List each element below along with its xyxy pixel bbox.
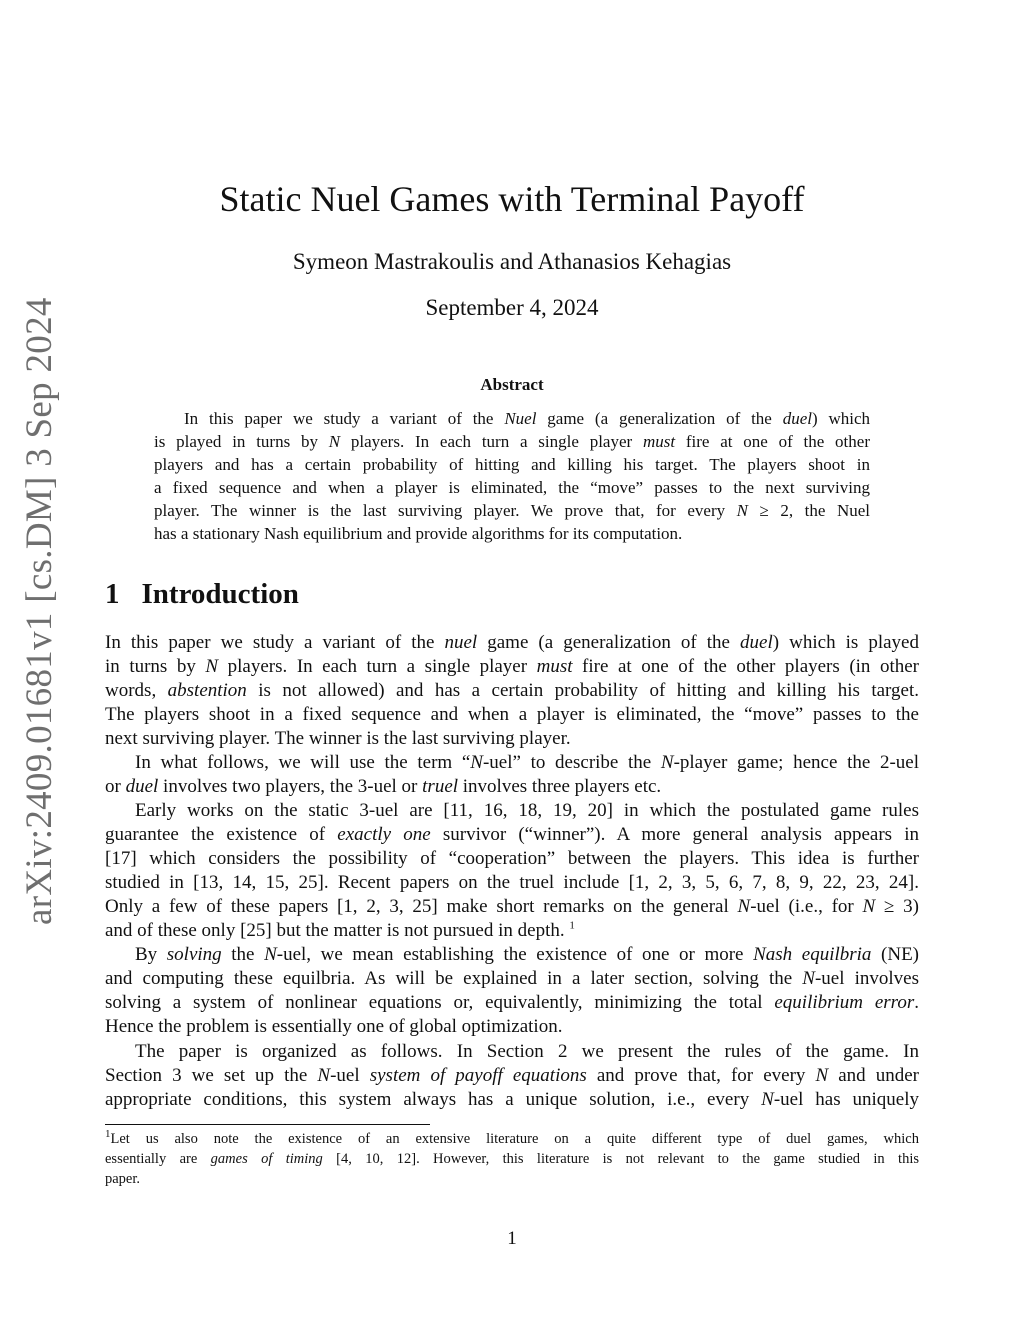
body-line bbox=[105, 823, 919, 847]
text-run: duel bbox=[740, 632, 773, 653]
text-run: [4, 10, 12]. However, this literature is not relevant to the game studied in this bbox=[322, 1151, 919, 1167]
body-line bbox=[105, 799, 919, 823]
text-run: has a stationary Nash equilibrium and provide algorithms for its computation. bbox=[154, 524, 683, 543]
text-run: . bbox=[914, 992, 919, 1013]
text-run: next surviving player. The winner is the last surviving player. bbox=[105, 728, 571, 749]
text-run: Hence the problem is essentially one of global optimization. bbox=[105, 1016, 563, 1037]
text-run: in turns by bbox=[105, 656, 206, 677]
text-run: N bbox=[264, 944, 277, 965]
abstract-line bbox=[154, 453, 870, 476]
text-run: The paper is organized as follows. In Section 2 we present the rules of the game. In bbox=[135, 1041, 919, 1062]
body-line bbox=[105, 1064, 919, 1088]
text-run: Nash equilbria bbox=[753, 944, 872, 965]
text-run: N bbox=[660, 752, 674, 773]
text-run: N bbox=[815, 1065, 829, 1086]
text-run: The players shoot in a fixed sequence and when a player is eliminated, the “move” passes to the bbox=[105, 704, 919, 725]
arxiv-identifier: arXiv:2409.01681v1 [cs.DM] 3 Sep 2024 bbox=[19, 297, 60, 925]
text-run: (NE) bbox=[871, 944, 919, 965]
body-line bbox=[105, 727, 919, 751]
text-run: N bbox=[328, 432, 341, 451]
body-line bbox=[105, 1088, 919, 1112]
text-run: duel bbox=[782, 409, 812, 428]
text-run: must bbox=[536, 656, 573, 677]
text-run: or bbox=[105, 776, 126, 797]
text-run: -player game; hence the 2-uel bbox=[673, 752, 919, 773]
text-run: essentially are bbox=[105, 1151, 211, 1167]
text-run: solving a system of nonlinear equations or, equivalently, minimizing the total bbox=[105, 992, 775, 1013]
text-run: Let us also note the existence of an extensive literature on a quite different type of duel games, which bbox=[110, 1131, 919, 1147]
text-run: abstention bbox=[167, 680, 247, 701]
text-run: N bbox=[737, 896, 751, 917]
text-run: is not allowed) and has a certain probability of hitting and killing his target. bbox=[246, 680, 919, 701]
text-run: In this paper we study a variant of the bbox=[184, 409, 505, 428]
text-run: N bbox=[802, 968, 815, 989]
text-run: Early works on the static 3-uel are [11, 16, 18, 19, 20] in which the postulated game rules bbox=[135, 800, 919, 821]
text-run: guarantee the existence of bbox=[105, 824, 338, 845]
text-run: Section 3 we set up the bbox=[105, 1065, 318, 1086]
body-line bbox=[105, 943, 919, 967]
text-run: the bbox=[221, 944, 265, 965]
text-run: and prove that, for every bbox=[586, 1065, 816, 1086]
text-run: paper. bbox=[105, 1171, 141, 1187]
body-line bbox=[105, 871, 919, 895]
page-number: 1 bbox=[507, 1228, 517, 1249]
body-line bbox=[105, 679, 919, 703]
text-run: studied in [13, 14, 15, 25]. Recent papers on the truel include [1, 2, 3, 5, 6, 7, 8, 9, 22, 23, 24]. bbox=[105, 872, 919, 893]
text-run: -uel (i.e., for bbox=[750, 896, 863, 917]
text-run: solving bbox=[166, 944, 222, 965]
text-run: Nuel bbox=[504, 409, 537, 428]
body-line bbox=[105, 895, 919, 919]
text-run: In what follows, we will use the term “ bbox=[135, 752, 471, 773]
text-run: duel bbox=[125, 776, 159, 797]
abstract-line bbox=[154, 476, 870, 499]
body-line bbox=[105, 967, 919, 991]
text-run: -uel” to describe the bbox=[482, 752, 661, 773]
section-title: Introduction bbox=[141, 578, 299, 610]
body-line bbox=[105, 1015, 919, 1039]
text-run: ) which bbox=[811, 409, 871, 428]
text-run: exactly one bbox=[337, 824, 431, 845]
paper-date: September 4, 2024 bbox=[425, 295, 599, 320]
text-run: players. In each turn a single player bbox=[218, 656, 537, 677]
body-line bbox=[105, 655, 919, 679]
footnote-number: 1 bbox=[105, 1128, 111, 1141]
body-line bbox=[105, 775, 919, 799]
body-line bbox=[105, 847, 919, 871]
text-run: truel bbox=[422, 776, 459, 797]
section-number: 1 bbox=[105, 578, 120, 610]
text-run: must bbox=[642, 432, 676, 451]
text-run: In this paper we study a variant of the bbox=[105, 632, 445, 653]
body-line bbox=[105, 751, 919, 775]
text-run: and of these only [25] but the matter is not pursued in depth. bbox=[105, 920, 570, 941]
abstract-heading: Abstract bbox=[480, 375, 544, 394]
footnote-line bbox=[105, 1149, 919, 1169]
footnote-line bbox=[105, 1169, 919, 1189]
abstract-line bbox=[154, 522, 870, 545]
text-run: N bbox=[736, 501, 748, 520]
abstract-line bbox=[154, 407, 870, 430]
text-run: system of payoff equations bbox=[369, 1065, 587, 1086]
text-run: -uel has uniquely bbox=[773, 1089, 920, 1110]
abstract-line bbox=[154, 499, 870, 522]
text-run: N bbox=[761, 1089, 774, 1110]
text-run: ≥ 3) bbox=[875, 896, 919, 917]
body-line bbox=[105, 991, 919, 1015]
body-line bbox=[105, 1040, 919, 1064]
text-run: players. In each turn a single player bbox=[340, 432, 643, 451]
section-heading bbox=[105, 578, 299, 611]
text-run: N bbox=[470, 752, 483, 773]
text-run: ≥ 2, the Nuel bbox=[747, 501, 870, 520]
text-run: ) which is played bbox=[772, 632, 919, 653]
text-run: -uel bbox=[330, 1065, 370, 1086]
text-run: players and has a certain probability of hitting and killing his target. The players shoot in bbox=[154, 455, 870, 474]
text-run: -uel involves bbox=[814, 968, 919, 989]
text-run: -uel, we mean establishing the existence of one or more bbox=[276, 944, 754, 965]
text-run: and computing these equilbria. As will be explained in a later section, solving the bbox=[105, 968, 803, 989]
text-run: fire at one of the other bbox=[675, 432, 870, 451]
text-run: game (a generalization of the bbox=[477, 632, 741, 653]
body-line bbox=[105, 631, 919, 655]
text-run: [17] which considers the possibility of “cooperation” between the players. This idea is further bbox=[105, 848, 919, 869]
paper-authors: Symeon Mastrakoulis and Athanasios Kehagias bbox=[292, 249, 732, 274]
text-run: and under bbox=[828, 1065, 919, 1086]
abstract-line bbox=[154, 430, 870, 453]
body-line bbox=[105, 703, 919, 727]
text-run: involves two players, the 3-uel or bbox=[158, 776, 423, 797]
text-run: fire at one of the other players (in other bbox=[572, 656, 920, 677]
text-run: Only a few of these papers [1, 2, 3, 25] make short remarks on the general bbox=[105, 896, 738, 917]
text-run: N bbox=[205, 656, 219, 677]
text-run: words, bbox=[105, 680, 168, 701]
text-run: N bbox=[862, 896, 876, 917]
text-run: survivor (“winner”). A more general analysis appears in bbox=[430, 824, 919, 845]
text-run: game (a generalization of the bbox=[536, 409, 783, 428]
text-run: equilibrium error bbox=[774, 992, 915, 1013]
text-run: player. The winner is the last surviving player. We prove that, for every bbox=[154, 501, 737, 520]
text-run: N bbox=[317, 1065, 331, 1086]
text-run: appropriate conditions, this system always has a unique solution, i.e., every bbox=[105, 1089, 762, 1110]
text-run: games of timing bbox=[210, 1151, 323, 1167]
footnote-line bbox=[105, 1129, 919, 1149]
text-run: is played in turns by bbox=[154, 432, 329, 451]
body-line bbox=[105, 919, 919, 943]
text-run: involves three players etc. bbox=[458, 776, 662, 797]
text-run: nuel bbox=[444, 632, 478, 653]
paper-title: Static Nuel Games with Terminal Payoff bbox=[219, 179, 805, 219]
footnote-rule bbox=[105, 1124, 430, 1125]
text-run: a fixed sequence and when a player is eliminated, the “move” passes to the next surviving bbox=[154, 478, 870, 497]
text-run: By bbox=[135, 944, 167, 965]
footnote-marker: 1 bbox=[569, 919, 575, 932]
